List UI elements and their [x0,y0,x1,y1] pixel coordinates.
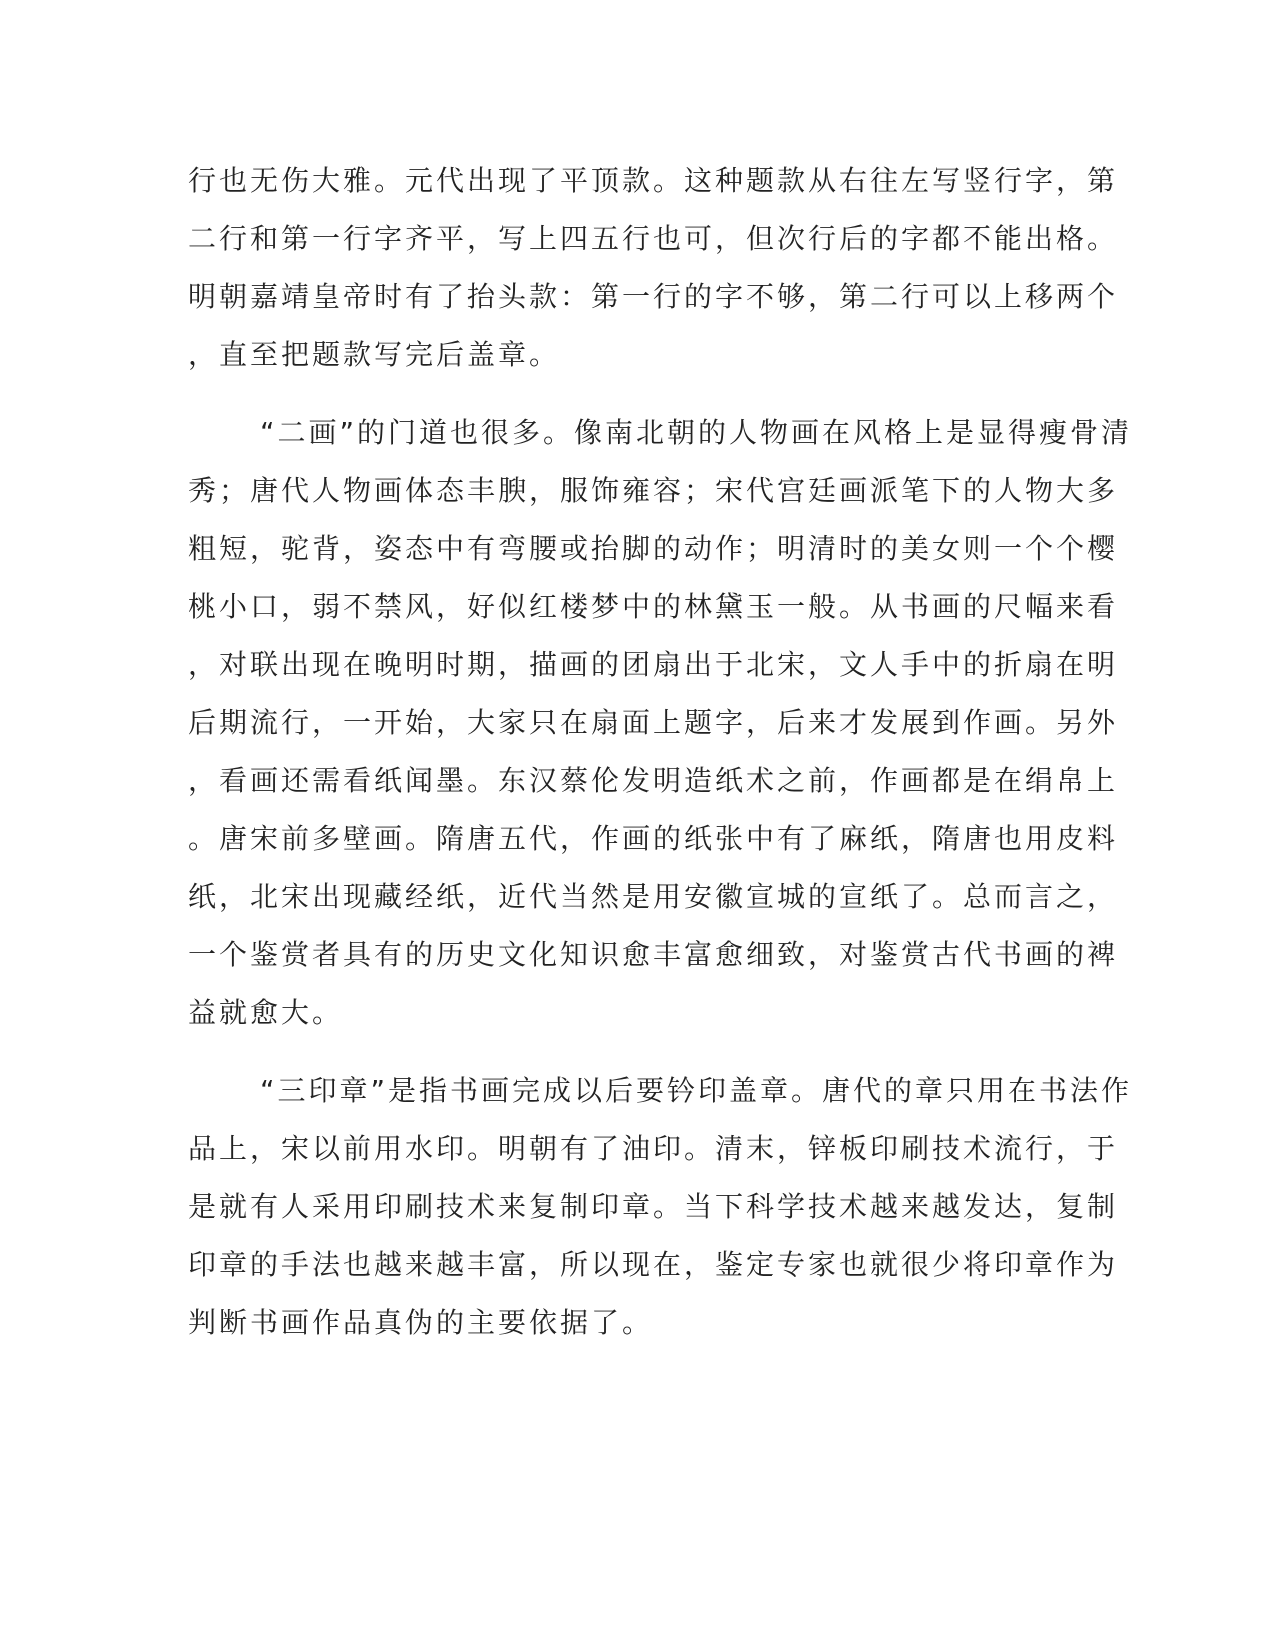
text-line: 一个鉴赏者具有的历史文化知识愈丰富愈细致，对鉴赏古代书画的裨 [188,938,1119,971]
text-line: ，直至把题款写完后盖章。 [188,338,561,371]
text-line: 明朝嘉靖皇帝时有了抬头款：第一行的字不够，第二行可以上移两个 [188,280,1119,313]
paragraph-spacer [188,1042,1068,1062]
text-line: 印章的手法也越来越丰富，所以现在，鉴定专家也就很少将印章作为 [188,1248,1119,1281]
paragraph-spacer [188,384,1068,404]
text-line: 秀；唐代人物画体态丰腴，服饰雍容；宋代宫廷画派笔下的人物大多 [188,474,1119,507]
document-body [188,152,1133,1352]
text-line: 判断书画作品真伪的主要依据了。 [188,1306,654,1339]
text-line: 行也无伤大雅。元代出现了平顶款。这种题款从右往左写竖行字，第 [188,164,1119,197]
text-line: 桃小口，弱不禁风，好似红楼梦中的林黛玉一般。从书画的尺幅来看 [188,590,1119,623]
text-line: 二行和第一行字齐平，写上四五行也可，但次行后的字都不能出格。 [188,222,1119,255]
paragraph-2 [188,404,1133,1042]
text-line: 。唐宋前多壁画。隋唐五代，作画的纸张中有了麻纸，隋唐也用皮料 [188,822,1119,855]
paragraph-3 [188,1062,1133,1352]
text-line: 品上，宋以前用水印。明朝有了油印。清末，锌板印刷技术流行，于 [188,1132,1119,1165]
text-line: ，对联出现在晚明时期，描画的团扇出于北宋，文人手中的折扇在明 [188,648,1119,681]
text-line: 益就愈大。 [188,996,344,1029]
text-line: “二画”的门道也很多。像南北朝的人物画在风格上是显得瘦骨清 [260,416,1133,449]
text-line: 后期流行，一开始，大家只在扇面上题字，后来才发展到作画。另外 [188,706,1119,739]
text-line: 纸，北宋出现藏经纸，近代当然是用安徽宣城的宣纸了。总而言之， [188,880,1119,913]
text-line: ，看画还需看纸闻墨。东汉蔡伦发明造纸术之前，作画都是在绢帛上 [188,764,1119,797]
text-line: “三印章”是指书画完成以后要钤印盖章。唐代的章只用在书法作 [260,1074,1133,1107]
text-line: 粗短，驼背，姿态中有弯腰或抬脚的动作；明清时的美女则一个个樱 [188,532,1119,565]
paragraph-1 [188,152,1119,384]
text-line: 是就有人采用印刷技术来复制印章。当下科学技术越来越发达，复制 [188,1190,1119,1223]
